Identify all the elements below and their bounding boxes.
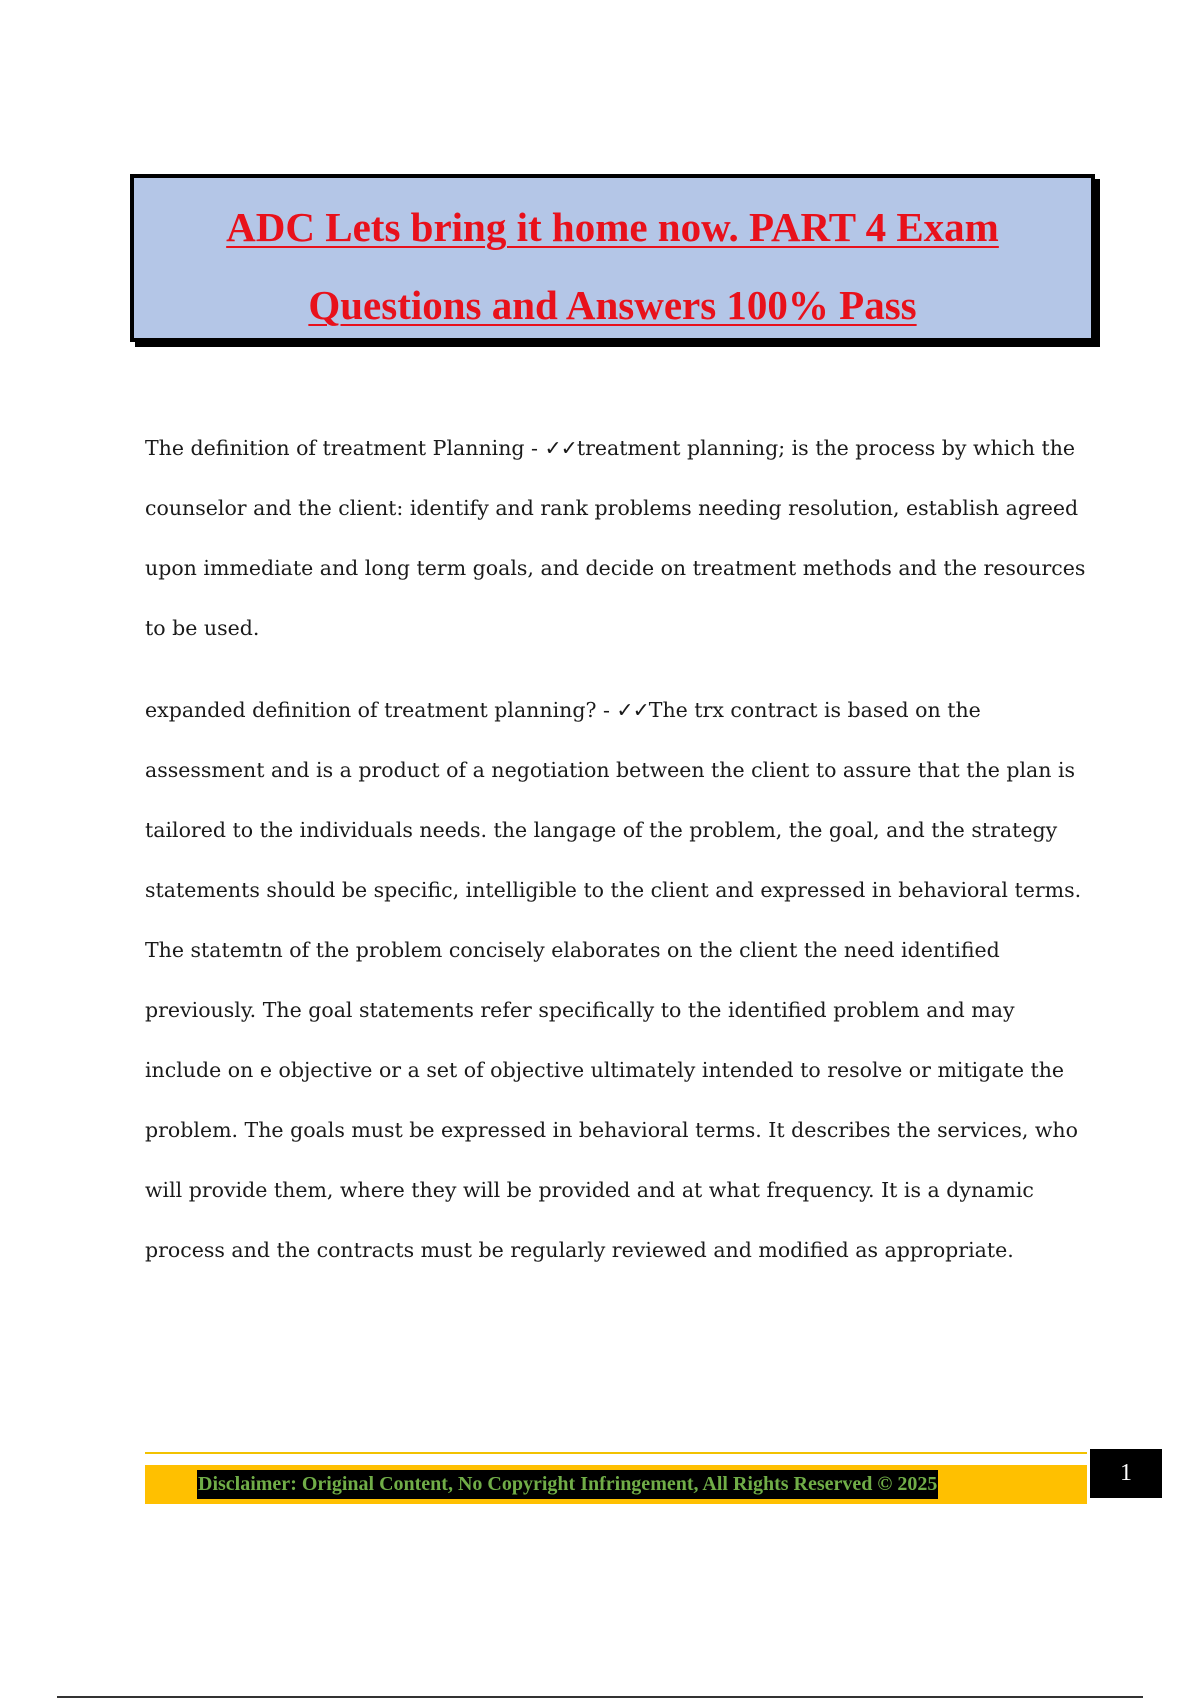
qa-content	[145, 418, 1095, 1280]
qa-question: expanded definition of treatment planning? -	[145, 698, 617, 722]
qa-answer: treatment planning; is the process by which the counselor and the client: identify and rank problems needing resolution, establish agreed upon immediate and long term goals, and decide on treatment methods and the resources to be used.	[145, 436, 1086, 640]
qa-answer: The trx contract is based on the assessment and is a product of a negotiation between the client to assure that the plan is tailored to the individuals needs. the langage of the problem, the goal, and the strategy statements should be specific, intelligible to the client and expressed in behavioral terms. The statemtn of the problem concisely elaborates on the client the need identified previously. The goal statements refer specifically to the identified problem and may include on e objective or a set of objective ultimately intended to resolve or mitigate the problem. The goals must be expressed in behavioral terms. It describes the services, who will provide them, where they will be provided and at what frequency. It is a dynamic process and the contracts must be regularly reviewed and modified as appropriate.	[145, 698, 1082, 1262]
document-title-line-2: Questions and Answers 100% Pass	[308, 282, 917, 328]
qa-question: The definition of treatment Planning -	[145, 436, 545, 460]
checkmark-icon: ✓✓	[616, 698, 649, 722]
page-bottom-divider	[57, 1696, 1143, 1698]
footer-disclaimer: Disclaimer: Original Content, No Copyright Infringement, All Rights Reserved © 2025	[197, 1470, 938, 1499]
title-box	[130, 174, 1095, 342]
document-title-line-1: ADC Lets bring it home now. PART 4 Exam	[226, 204, 999, 250]
qa-item	[145, 418, 1095, 658]
footer-divider	[145, 1452, 1087, 1454]
page-number: 1	[1090, 1449, 1162, 1498]
checkmark-icon: ✓✓	[544, 436, 577, 460]
qa-item	[145, 680, 1095, 1280]
